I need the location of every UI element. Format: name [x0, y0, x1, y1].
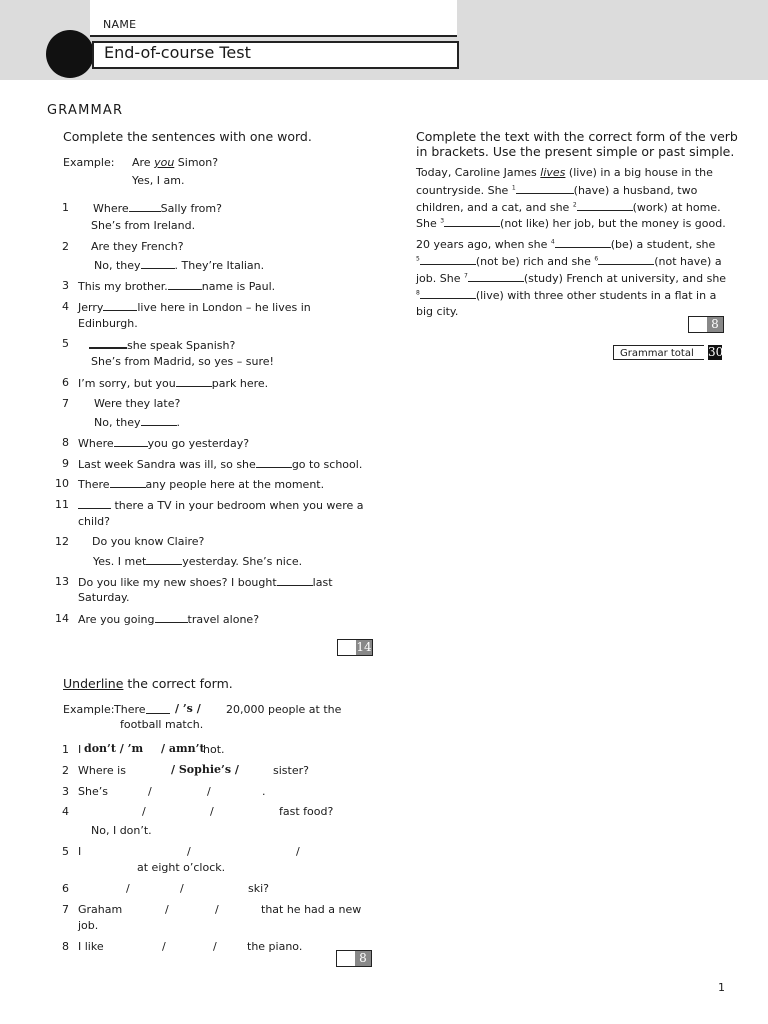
- answer-gap[interactable]: [256, 457, 292, 468]
- answer-gap[interactable]: [444, 216, 500, 227]
- answer-gap[interactable]: [277, 575, 313, 586]
- header-circle-icon: [46, 30, 94, 78]
- answer-gap[interactable]: [420, 254, 476, 265]
- exA-score: 14: [356, 640, 372, 654]
- exC-example-c: 20,000 people at the: [226, 703, 342, 716]
- exB-instruction-line2: in brackets. Use the present simple or past simple.: [416, 144, 735, 159]
- answer-gap[interactable]: [129, 201, 161, 212]
- exC-example-line2: football match.: [120, 718, 204, 731]
- page-title: End-of-course Test: [104, 43, 251, 62]
- name-label: NAME: [103, 18, 137, 31]
- exB-score: 8: [707, 317, 723, 332]
- answer-gap[interactable]: [141, 415, 177, 426]
- option[interactable]: don’t / ’m: [84, 742, 144, 755]
- answer-gap[interactable]: [555, 237, 611, 248]
- answer-gap[interactable]: [420, 288, 476, 299]
- answer-gap[interactable]: [103, 300, 137, 311]
- answer-gap[interactable]: [155, 612, 188, 623]
- answer-gap[interactable]: [516, 183, 574, 194]
- exA-example-question: Are you Simon?: [132, 156, 219, 169]
- answer-gap[interactable]: [146, 554, 182, 565]
- answer-gap[interactable]: [176, 376, 212, 387]
- grammar-total-score: 30: [708, 345, 724, 359]
- exC-example-label: Example:: [63, 703, 115, 716]
- exB-instruction-line1: Complete the text with the correct form of the verb: [416, 129, 738, 144]
- answer-gap[interactable]: [114, 436, 148, 447]
- grammar-total-label: Grammar total: [613, 345, 705, 360]
- exC-instruction: Underline the correct form.: [63, 676, 233, 691]
- exC-score-box[interactable]: [336, 950, 372, 967]
- exA-example-answer: Yes, I am.: [132, 174, 185, 187]
- name-field[interactable]: [90, 0, 457, 37]
- answer-gap[interactable]: [168, 279, 202, 290]
- page-number: 1: [718, 981, 725, 994]
- answer-gap[interactable]: [468, 271, 524, 282]
- exA-example-label: Example:: [63, 156, 115, 169]
- exC-example-gap: [146, 703, 170, 717]
- answer-gap[interactable]: [577, 200, 633, 211]
- answer-gap[interactable]: [110, 477, 146, 488]
- answer-gap[interactable]: [141, 258, 175, 269]
- answer-gap[interactable]: [89, 337, 127, 349]
- exA-score-box[interactable]: [337, 639, 373, 656]
- section-heading: GRAMMAR: [47, 103, 124, 118]
- option[interactable]: / Sophie’s /: [171, 763, 239, 776]
- exA-instruction: Complete the sentences with one word.: [63, 129, 312, 144]
- option[interactable]: / amn’t: [161, 742, 205, 755]
- answer-gap[interactable]: [598, 254, 654, 265]
- grammar-total-box[interactable]: [704, 345, 722, 360]
- exC-score: 8: [355, 951, 371, 966]
- exB-score-box[interactable]: [688, 316, 724, 333]
- answer-gap[interactable]: [78, 498, 111, 509]
- exC-example-a: There: [114, 703, 146, 716]
- exC-example-b: / ’s /: [175, 702, 201, 715]
